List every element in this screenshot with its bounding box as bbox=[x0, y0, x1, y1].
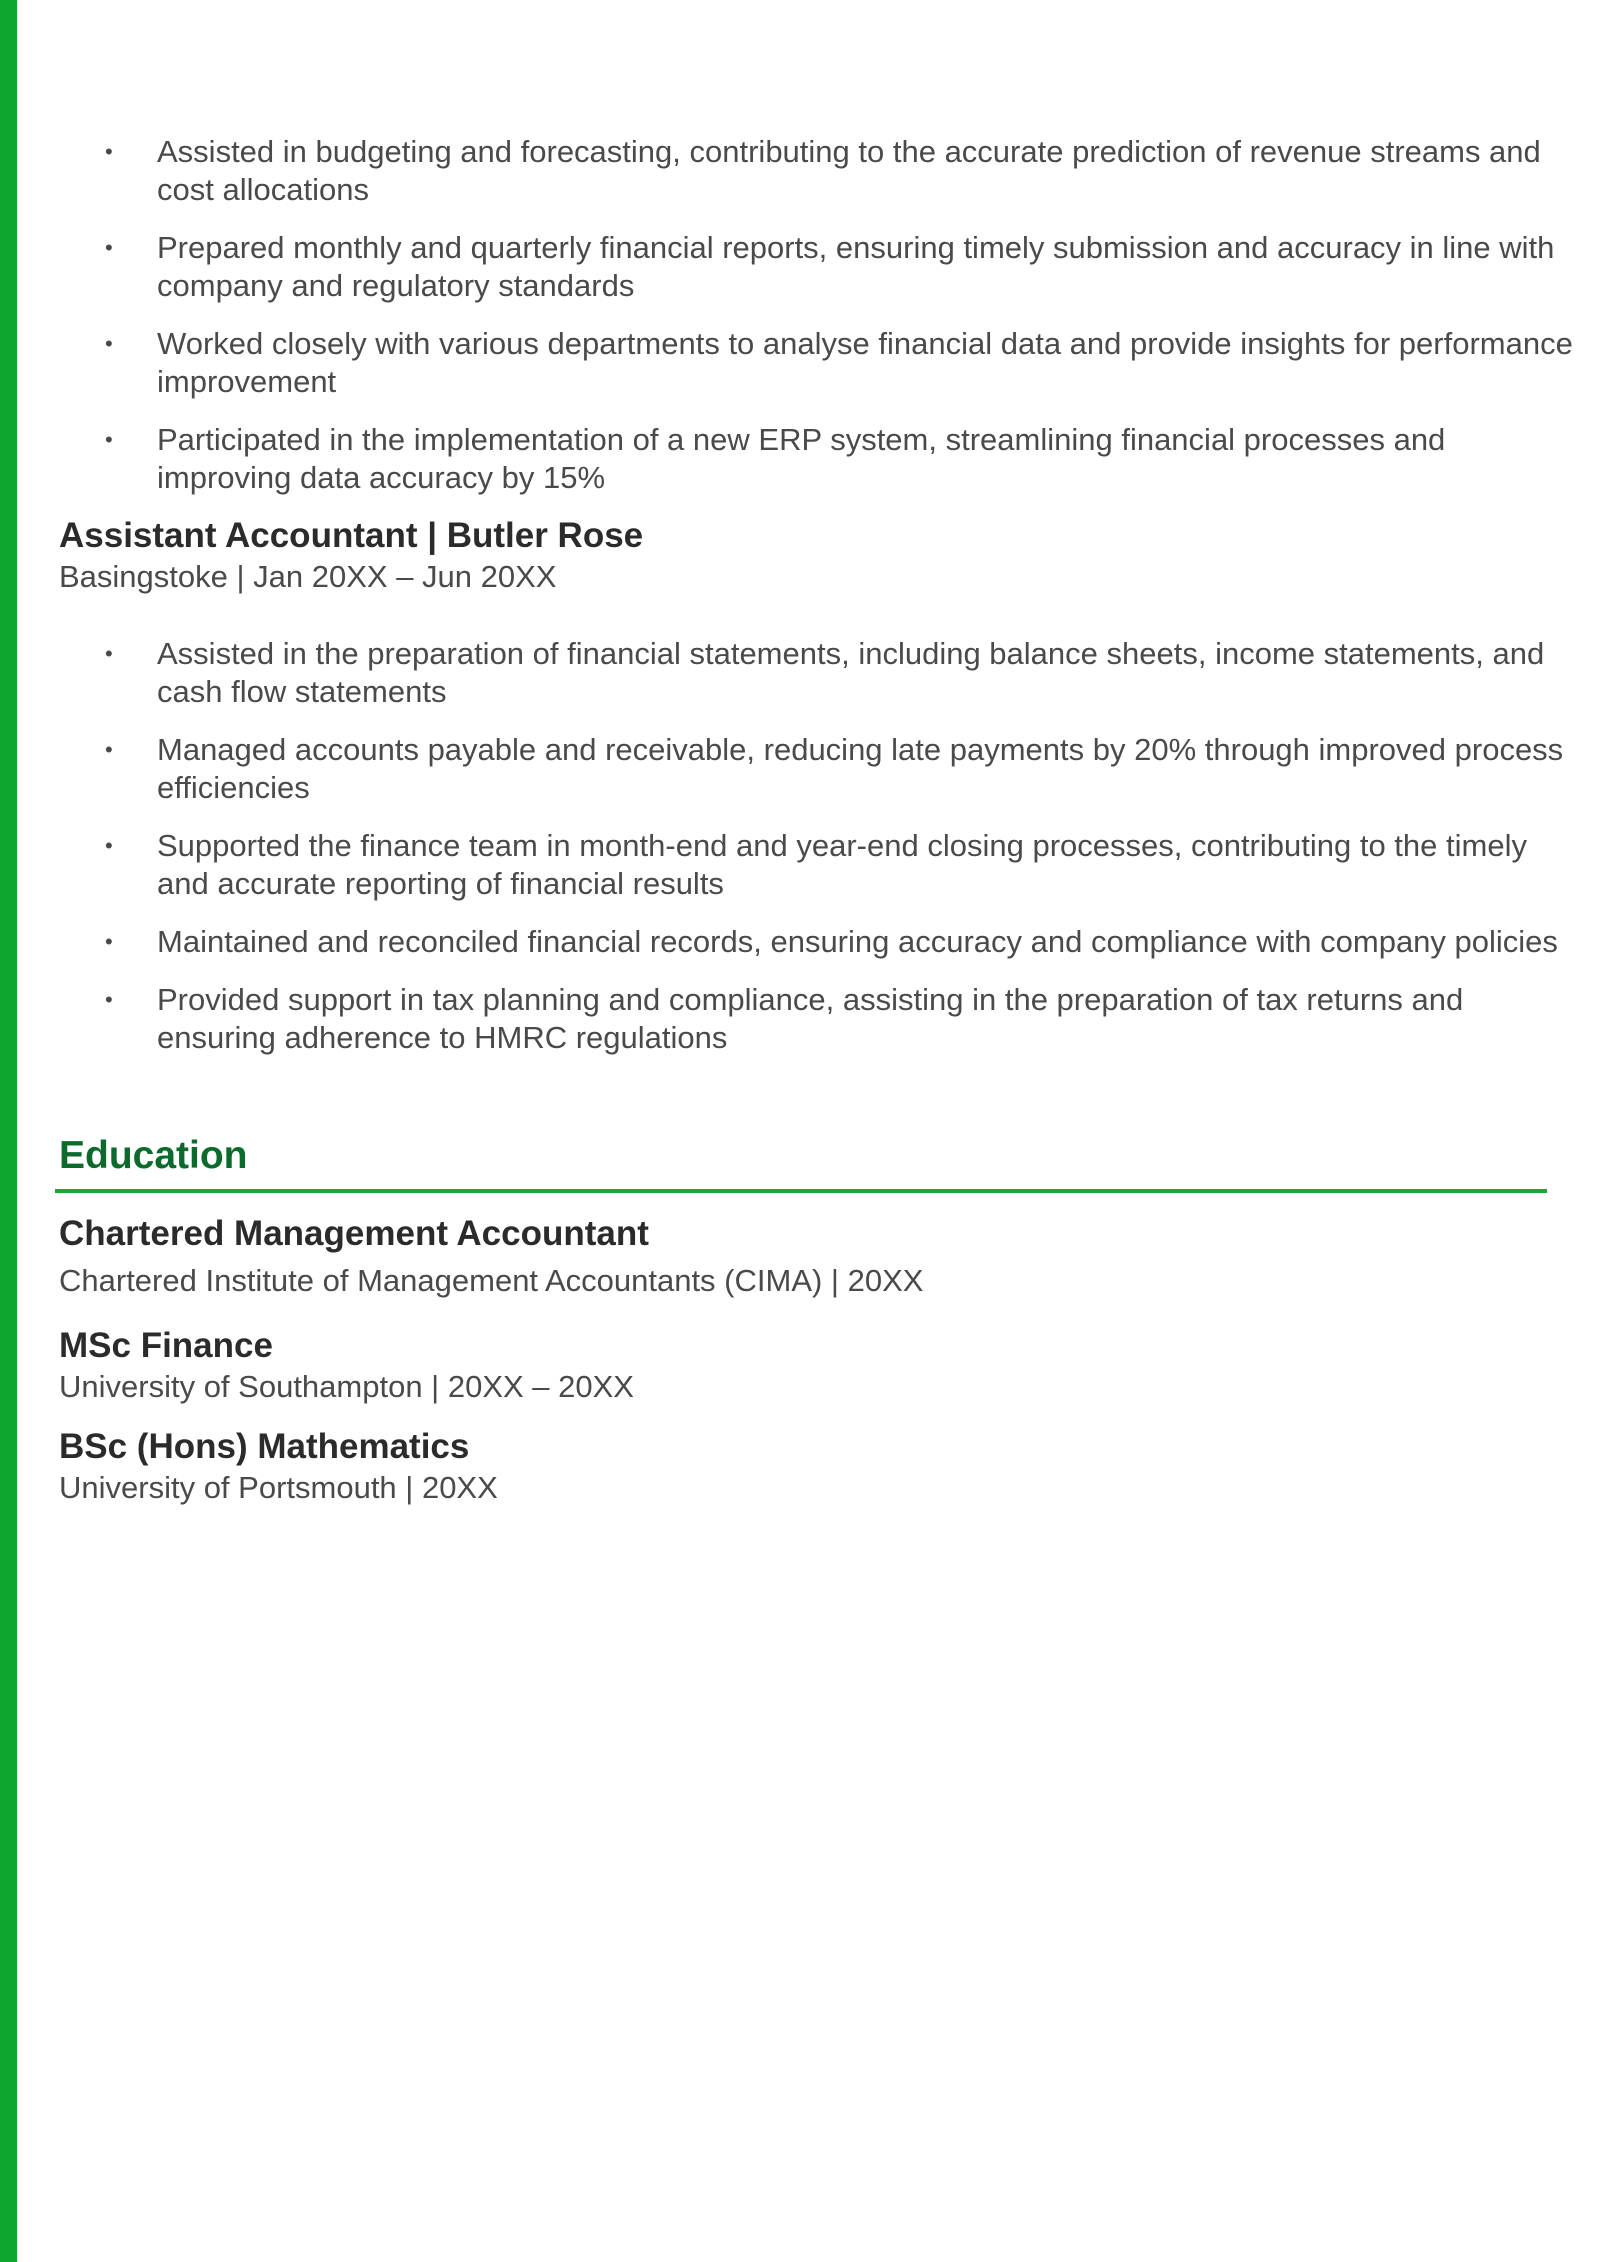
education-heading: Education bbox=[59, 1134, 248, 1177]
list-item: • Supported the finance team in month-end and year-end closing processes, contributing to the timely and accurate reporting of financial results bbox=[105, 828, 1527, 901]
education-title: Chartered Management Accountant bbox=[59, 1214, 649, 1253]
education-meta: University of Portsmouth | 20XX bbox=[59, 1470, 498, 1505]
list-item: • Assisted in the preparation of financial statements, including balance sheets, income statements, and cash flow statements bbox=[105, 636, 1545, 709]
list-item: • Maintained and reconciled financial records, ensuring accuracy and compliance with company policies bbox=[105, 924, 1558, 959]
section-divider bbox=[55, 1189, 1547, 1193]
previous-role-bullets bbox=[59, 133, 1587, 517]
job-bullets bbox=[59, 635, 1587, 1077]
accent-bar bbox=[0, 0, 17, 2262]
bullet-icon: • bbox=[105, 235, 113, 260]
education-meta: University of Southampton | 20XX – 20XX bbox=[59, 1369, 634, 1404]
bullet-icon: • bbox=[105, 641, 113, 666]
bullet-icon: • bbox=[105, 737, 113, 762]
list-item: • Participated in the implementation of a new ERP system, streamlining financial processes and improving data accuracy by 15% bbox=[105, 422, 1446, 495]
education-entry bbox=[59, 1425, 498, 1507]
education-meta: Chartered Institute of Management Accountants (CIMA) | 20XX bbox=[59, 1263, 924, 1298]
bullet-icon: • bbox=[105, 929, 113, 954]
education-title: MSc Finance bbox=[59, 1326, 273, 1365]
bullet-icon: • bbox=[105, 427, 113, 452]
job-meta: Basingstoke | Jan 20XX – Jun 20XX bbox=[59, 559, 557, 594]
bullet-icon: • bbox=[105, 987, 113, 1012]
bullet-icon: • bbox=[105, 833, 113, 858]
list-item: • Assisted in budgeting and forecasting, contributing to the accurate prediction of revenue streams and cost allocations bbox=[105, 134, 1541, 207]
list-item: • Provided support in tax planning and compliance, assisting in the preparation of tax returns and ensuring adherence to HMRC regulations bbox=[105, 982, 1464, 1055]
education-title: BSc (Hons) Mathematics bbox=[59, 1427, 470, 1466]
list-item: • Managed accounts payable and receivable, reducing late payments by 20% through improved process efficiencies bbox=[105, 732, 1564, 805]
bullet-icon: • bbox=[105, 331, 113, 356]
job-entry bbox=[59, 514, 1545, 596]
list-item: • Worked closely with various departments to analyse financial data and provide insights for performance improvement bbox=[105, 326, 1573, 399]
job-title: Assistant Accountant | Butler Rose bbox=[59, 516, 644, 555]
education-entry bbox=[59, 1324, 634, 1406]
education-entry bbox=[59, 1212, 923, 1300]
list-item: • Prepared monthly and quarterly financial reports, ensuring timely submission and accuracy in line with company and regulatory standards bbox=[105, 230, 1555, 303]
bullet-icon: • bbox=[105, 139, 113, 164]
